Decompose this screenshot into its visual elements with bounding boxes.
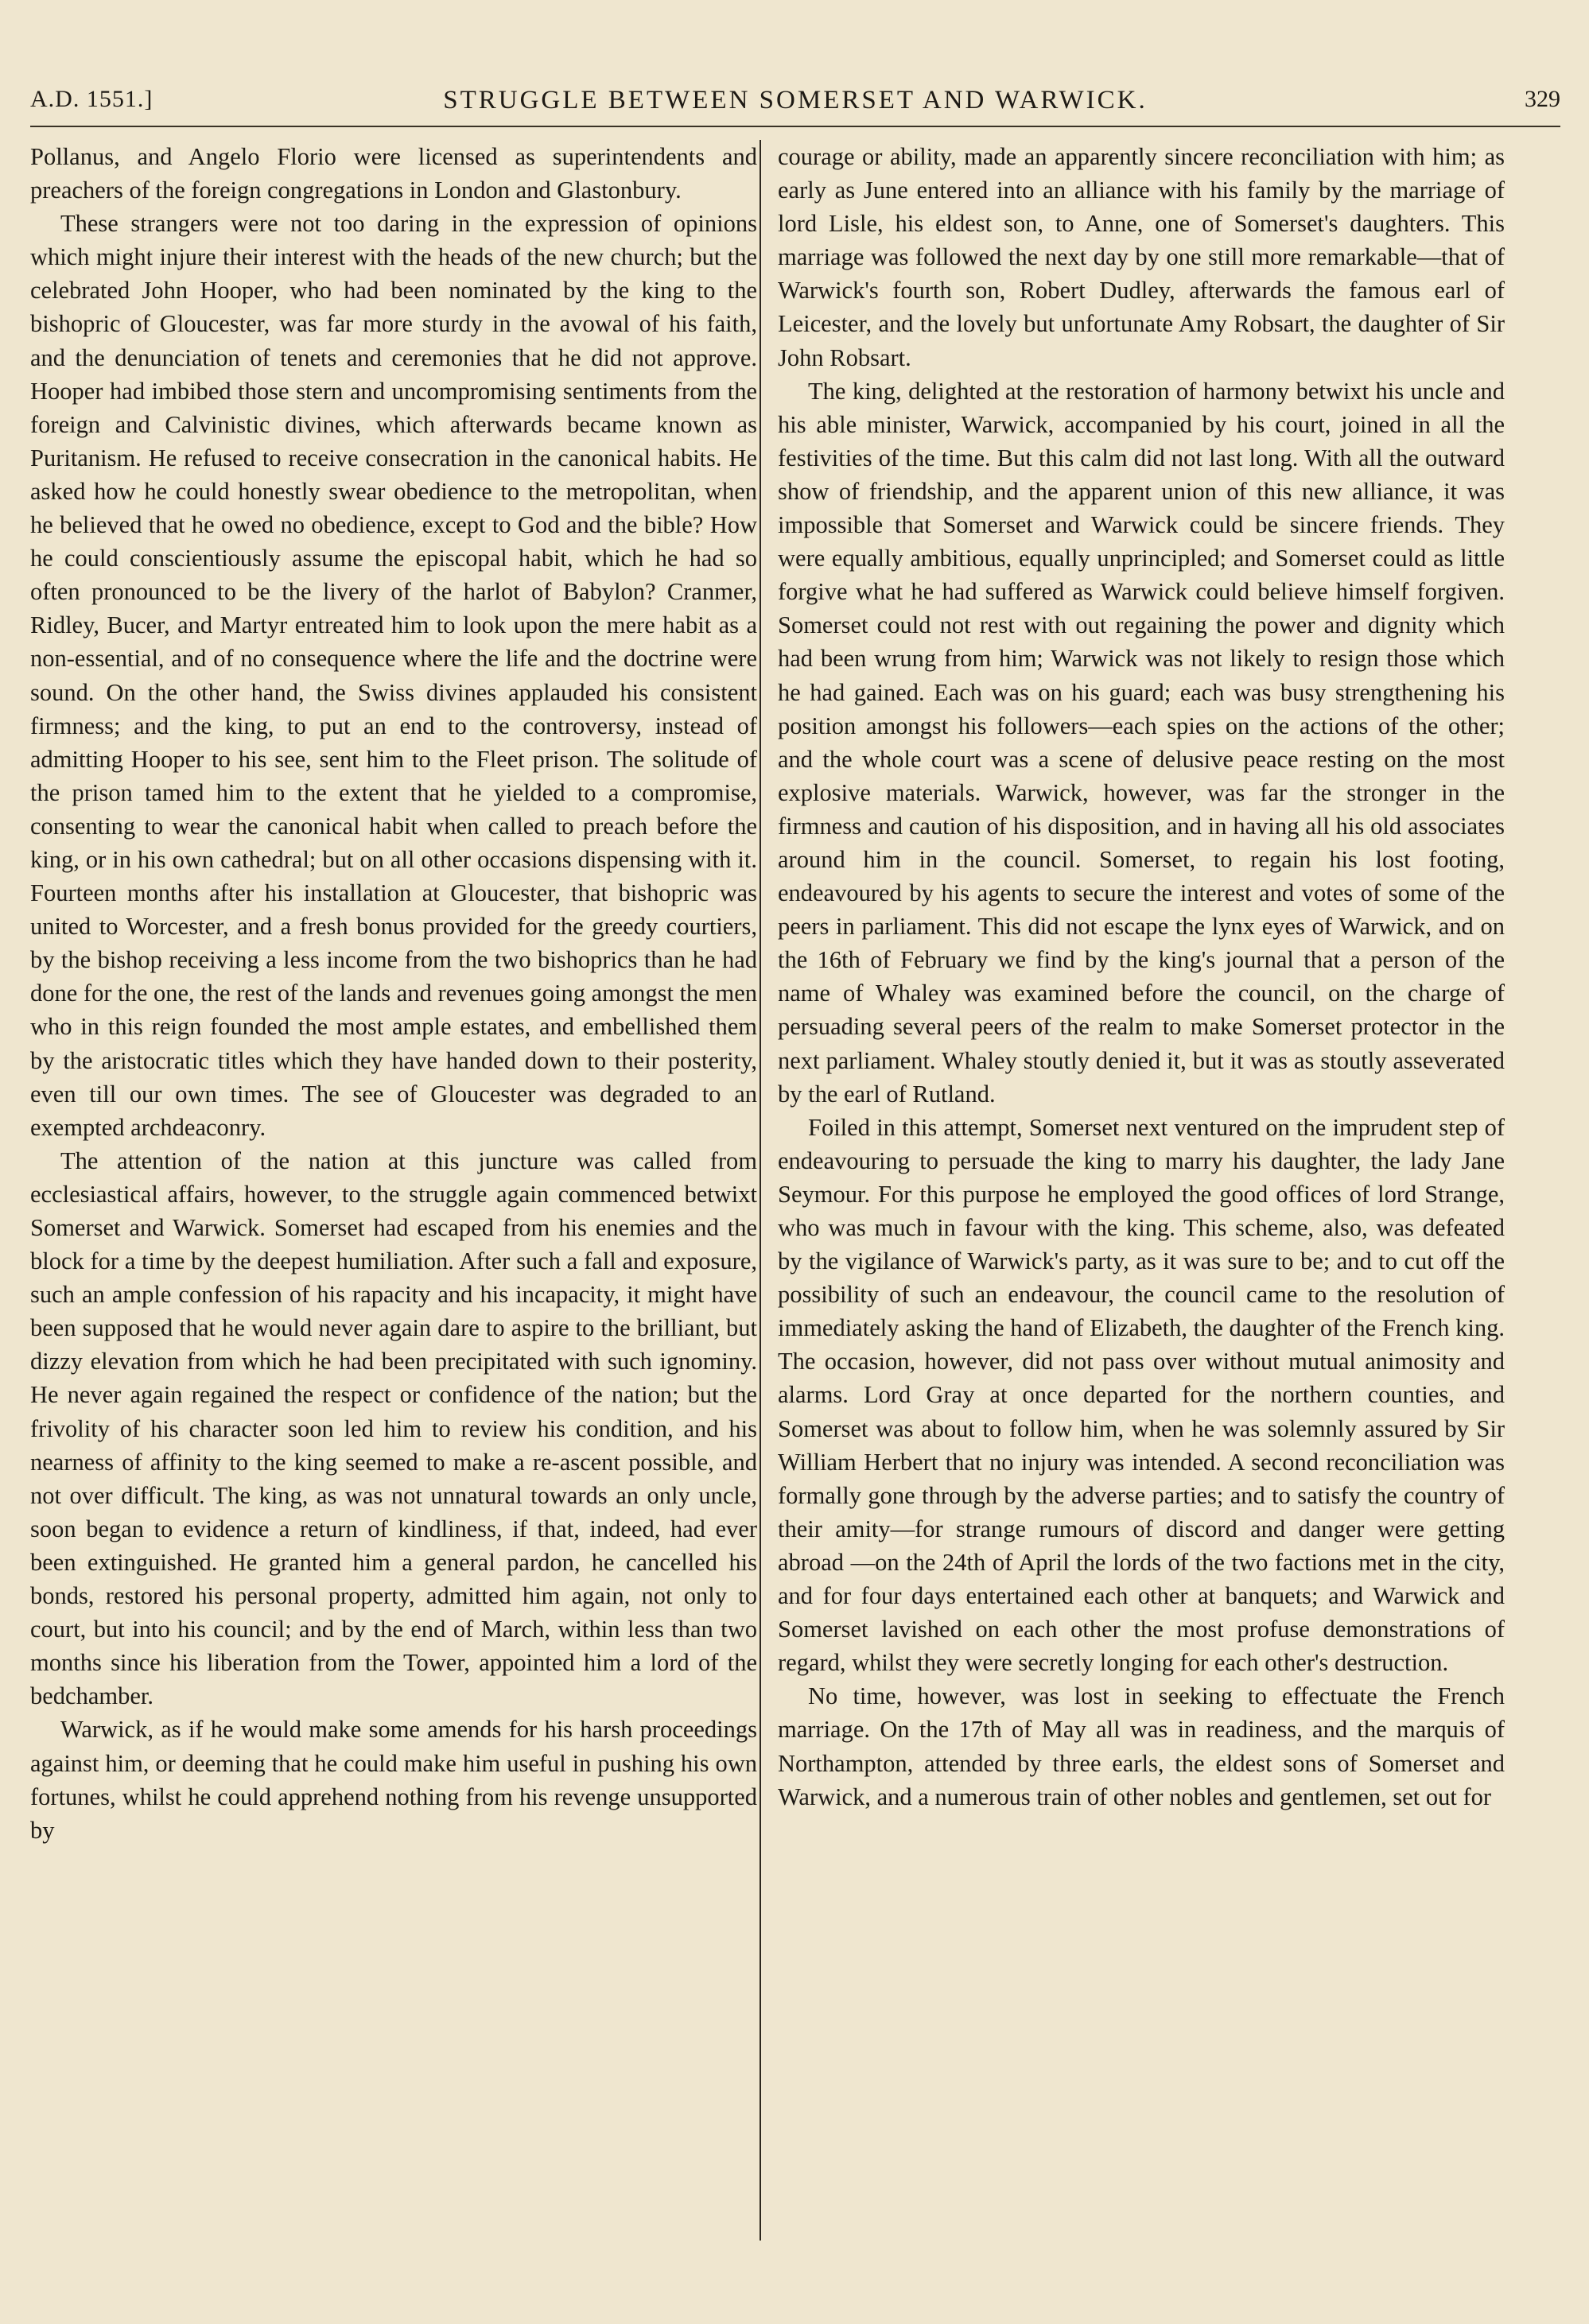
paragraph: Pollanus, and Angelo Florio were licensed as superintendents and preachers of the foreign congregations in London and Glastonbury.	[30, 143, 757, 204]
running-header	[30, 86, 1560, 121]
header-title: STRUGGLE BETWEEN SOMERSET AND WARWICK.	[443, 86, 1148, 114]
header-date: A.D. 1551.]	[30, 86, 153, 112]
left-column	[30, 140, 757, 1847]
paragraph: The attention of the nation at this juncture was called from ecclesiastical affairs, however, to the struggle again commenced betwixt Somerset and Warwick. Somerset had escaped from his enemies and the block for a time by the deepest humiliation. After such a fall and exposure, such an ample confession of his rapacity and his incapacity, it might have been supposed that he would never again dare to aspire to the brilliant, but dizzy elevation from which he had been precipitated with such ignominy. He never again regained the respect or confidence of the nation; but the frivolity of his character soon led him to review his condition, and his nearness of affinity to the king seemed to make a re-ascent possible, and not over difficult. The king, as was not unnatural towards an only uncle, soon began to evidence a return of kindliness, if that, indeed, had ever been extinguished. He granted him a general pardon, he cancelled his bonds, restored his personal property, admitted him again, not only to court, but into his council; and by the end of March, within less than two months since his liberation from the Tower, appointed him a lord of the bedchamber.	[30, 1146, 757, 1710]
paragraph: Foiled in this attempt, Somerset next ventured on the imprudent step of endeavouring to persuade the king to marry his daughter, the lady Jane Seymour. For this purpose he employed the good offices of lord Strange, who was much in favour with the king. This scheme, also, was defeated by the vigilance of Warwick's party, as it was sure to be; and to cut off the possibility of such an endeavour, the council came to the resolution of immediately asking the hand of Elizabeth, the daughter of the French king. The occasion, however, did not pass over without mutual animosity and alarms. Lord Gray at once departed for the northern counties, and Somerset was about to follow him, when he was solemnly assured by Sir William Herbert that no injury was intended. A second reconciliation was formally gone through by the adverse parties; and to satisfy the country of their amity—for strange rumours of discord and danger were getting abroad —on the 24th of April the lords of the two factions met in the city, and for four days entertained each other at banquets; and Warwick and Somerset lavished on each other the most profuse demonstrations of regard, whilst they were secretly longing for each other's destruction.	[778, 1113, 1505, 1677]
paragraph: courage or ability, made an apparently sincere reconciliation with him; as early as June entered into an alliance with his family by the marriage of lord Lisle, his eldest son, to Anne, one of Somerset's daughters. This marriage was followed the next day by one still more remarkable—that of Warwick's fourth son, Robert Dudley, afterwards the famous earl of Leicester, and the lovely but unfortunate Amy Robsart, the daughter of Sir John Robsart.	[778, 143, 1505, 371]
paragraph: These strangers were not too daring in the expression of opinions which might injure their interest with the heads of the new church; but the celebrated John Hooper, who had been nominated by the king to the bishopric of Gloucester, was far more sturdy in the avowal of his faith, and the denunciation of tenets and ceremonies that he did not approve. Hooper had imbibed those stern and uncompromising sentiments from the foreign and Calvinistic divines, which afterwards became known as Puritanism. He refused to receive consecration in the canonical habits. He asked how he could honestly swear obedience to the metropolitan, when he believed that he owed no obedience, except to God and the bible? How he could conscientiously assume the episcopal habit, which he had so often pronounced to be the livery of the harlot of Babylon? Cranmer, Ridley, Bucer, and Martyr entreated him to look upon the mere habit as a non-essential, and of no consequence where the life and the doctrine were sound. On the other hand, the Swiss divines applauded his consistent firmness; and the king, to put an end to the controversy, instead of admitting Hooper to his see, sent him to the Fleet prison. The solitude of the prison tamed him to the extent that he yielded to a compromise, consenting to wear the canonical habit when called to preach before the king, or in his own cathedral; but on all other occasions dispensing with it. Fourteen months after his installation at Gloucester, that bishopric was united to Worcester, and a fresh bonus provided for the greedy courtiers, by the bishop receiving a less income from the two bishoprics than he had done for the one, the rest of the lands and revenues going amongst the men who in this reign founded the most ample estates, and embellished them by the aristocratic titles which they have handed down to their posterity, even till our own times. The see of Gloucester was degraded to an exempted archdeaconry.	[30, 210, 757, 1141]
header-rule	[30, 126, 1560, 127]
paragraph: No time, however, was lost in seeking to effectuate the French marriage. On the 17th of May all was in readiness, and the marquis of Northampton, attended by three earls, the eldest sons of Somerset and Warwick, and a numerous train of other nobles and gentlemen, set out for	[778, 1682, 1505, 1810]
paragraph: Warwick, as if he would make some amends for his harsh proceedings against him, or deeming that he could make him useful in pushing his own fortunes, whilst he could apprehend nothing from his revenge unsupported by	[30, 1716, 757, 1844]
right-column	[778, 140, 1505, 1814]
page-number: 329	[1525, 86, 1560, 112]
column-divider	[760, 140, 761, 2241]
paragraph: The king, delighted at the restoration of harmony betwixt his uncle and his able minister, Warwick, accompanied by his court, joined in all the festivities of the time. But this calm did not last long. With all the outward show of friendship, and the apparent union of this new alliance, it was impossible that Somerset and Warwick could be sincere friends. They were equally ambitious, equally unprincipled; and Somerset could as little forgive what he had suffered as Warwick could believe himself forgiven. Somerset could not rest with out regaining the power and dignity which had been wrung from him; Warwick was not likely to resign those which he had gained. Each was on his guard; each was busy strengthening his position amongst his followers—each spies on the actions of the other; and the whole court was a scene of delusive peace resting on the most explosive materials. Warwick, however, was far the stronger in the firmness and caution of his disposition, and in having all his old associates around him in the council. Somerset, to regain his lost footing, endeavoured by his agents to secure the interest and votes of some of the peers in parliament. This did not escape the lynx eyes of Warwick, and on the 16th of February we find by the king's journal that a person of the name of Whaley was examined before the council, on the charge of persuading several peers of the realm to make Somerset protector in the next parliament. Whaley stoutly denied it, but it was as stoutly asseverated by the earl of Rutland.	[778, 377, 1505, 1108]
